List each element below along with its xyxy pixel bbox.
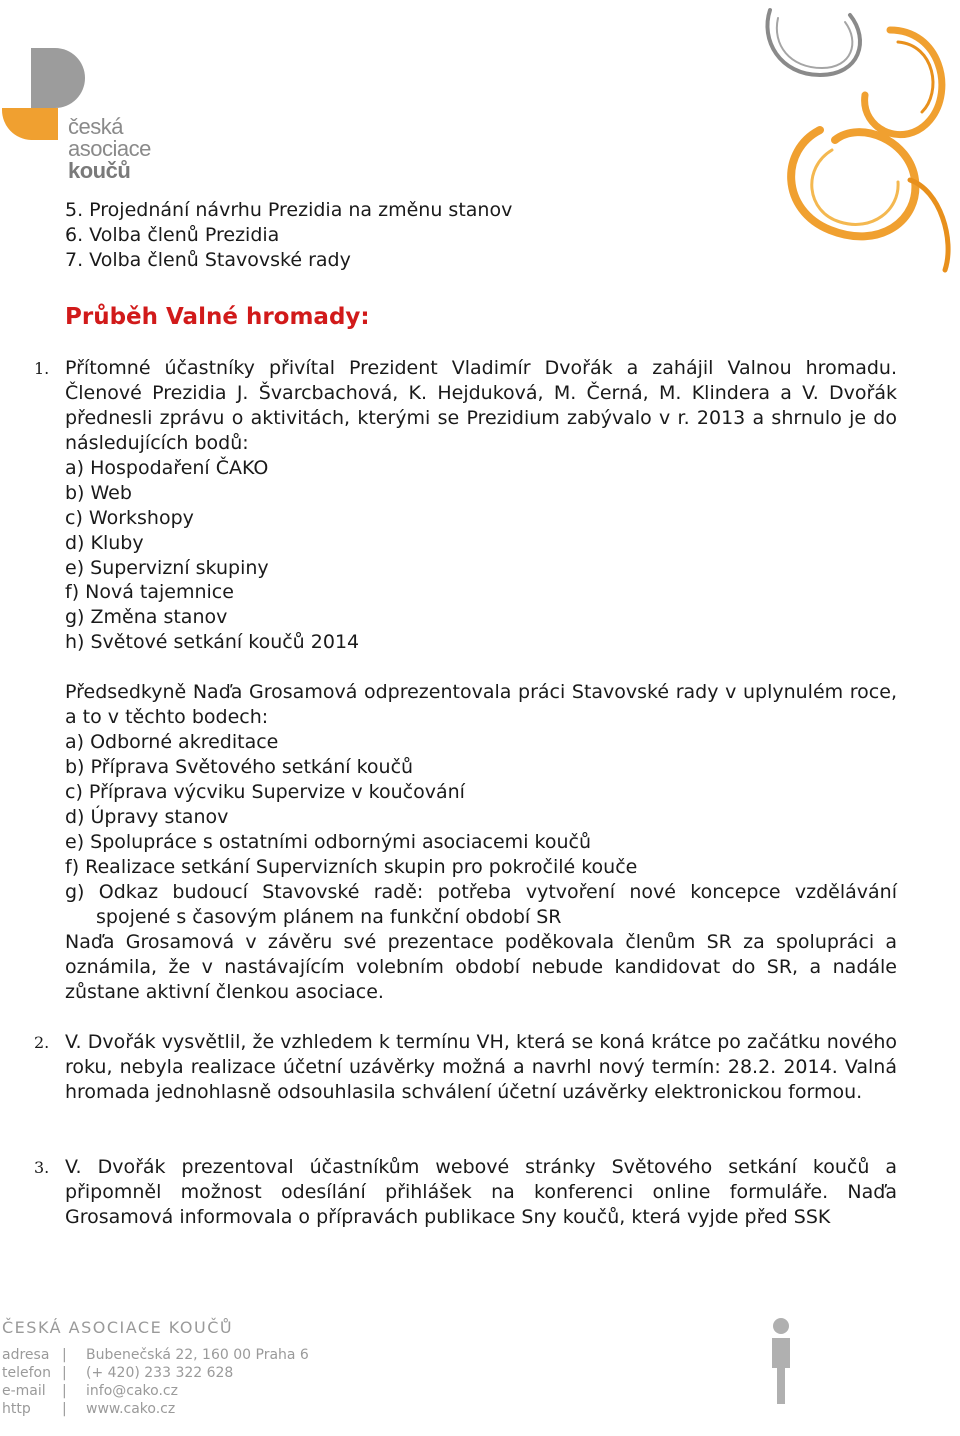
prezidium-point-d: d) Kluby	[65, 532, 144, 554]
agenda-item-6: 6. Volba členů Prezidia	[65, 224, 280, 246]
footer-key: e-mail	[2, 1383, 46, 1399]
prezidium-point-a: a) Hospodaření ČAKO	[65, 457, 269, 479]
footer-value: www.cako.cz	[86, 1401, 176, 1417]
sr-closing-text: Naďa Grosamová v závěru své prezentace poděkovala členům SR za spolupráci a oznámila, že v nastávajícím volebním období nebude kandidovat do SR, a nadále zůstane aktivní členkou asociace.	[65, 931, 897, 1003]
section-2-text: V. Dvořák vysvětlil, že vzhledem k termínu VH, která se koná krátce po začátku nového roku, nebyla realizace účetní uzávěrky možná a navrhl nový termín: 28.2. 2014. Valná hromada jednohlasně odsouhlasila schválení účetní uzávěrky elektronickou formou.	[65, 1031, 897, 1103]
sr-point-b: b) Příprava Světového setkání koučů	[65, 756, 414, 778]
sr-point-a: a) Odborné akreditace	[65, 731, 279, 753]
prezidium-point-b: b) Web	[65, 482, 132, 504]
logo-line-3: koučů	[68, 158, 131, 183]
sr-intro	[65, 680, 897, 730]
section-2-body	[65, 1030, 897, 1105]
footer-value: info@cako.cz	[86, 1383, 178, 1399]
logo-line-2: asociace	[68, 136, 151, 161]
section-3-text: V. Dvořák prezentoval účastníkům webové stránky Světového setkání koučů a připomněl možnost odesílání přihlášek na konferenci online formuláře. Naďa Grosamová informovala o přípravách publikace Sny koučů, která vyjde před SSK	[65, 1156, 897, 1228]
footer-row-web	[2, 1401, 175, 1417]
sr-point-g	[65, 880, 897, 930]
footer-key: adresa	[2, 1347, 50, 1363]
prezidium-point-c: c) Workshopy	[65, 507, 194, 529]
sr-point-g-line-2: spojené s časovým plánem na funkční období SR	[96, 906, 562, 928]
logo-wordmark	[68, 116, 151, 182]
footer-value: (+ 420) 233 322 628	[86, 1365, 234, 1381]
page-heading: Průběh Valné hromady:	[65, 304, 370, 330]
section-1-intro	[65, 356, 897, 456]
footer-separator: |	[62, 1401, 67, 1417]
prezidium-point-h: h) Světové setkání koučů 2014	[65, 631, 360, 653]
section-1-number: 1.	[34, 359, 50, 378]
sr-point-f: f) Realizace setkání Supervizních skupin pro pokročilé kouče	[65, 856, 638, 878]
agenda-item-7: 7. Volba členů Stavovské rady	[65, 249, 351, 271]
agenda-item-5: 5. Projednání návrhu Prezidia na změnu stanov	[65, 199, 513, 221]
section-2-number: 2.	[34, 1033, 50, 1052]
sr-intro-text: Předsedkyně Naďa Grosamová odprezentovala práci Stavovské rady v uplynulém roce, a to v těchto bodech:	[65, 681, 897, 728]
footer-row-address	[2, 1347, 309, 1363]
section-3-number: 3.	[34, 1158, 50, 1177]
footer-key: http	[2, 1401, 31, 1417]
section-1-intro-text: Přítomné účastníky přivítal Prezident Vladimír Dvořák a zahájil Valnou hromadu. Členové Prezidia J. Švarcbachová, K. Hejduková, M. Černá, M. Klindera a V. Dvořák přednesli zprávu o aktivitách, kterými se Prezidium zabývalo v r. 2013 a shrnulo je do následujících bodů:	[65, 357, 897, 454]
footer-separator: |	[62, 1365, 67, 1381]
footer-key: telefon	[2, 1365, 51, 1381]
footer-separator: |	[62, 1383, 67, 1399]
sr-closing	[65, 930, 897, 1005]
sr-point-e: e) Spolupráce s ostatními odbornými asociacemi koučů	[65, 831, 591, 853]
sr-point-d: d) Úpravy stanov	[65, 806, 229, 828]
person-figure-icon	[766, 1316, 796, 1406]
footer-value: Bubenečská 22, 160 00 Praha 6	[86, 1347, 309, 1363]
logo-line-1: česká	[68, 114, 123, 139]
footer-row-phone	[2, 1365, 233, 1381]
footer-org-name: ČESKÁ ASOCIACE KOUČŮ	[2, 1318, 234, 1337]
prezidium-point-e: e) Supervizní skupiny	[65, 557, 269, 579]
section-3-body	[65, 1155, 897, 1230]
sr-point-g-line-1: g) Odkaz budoucí Stavovské radě: potřeba vytvoření nové koncepce vzdělávání	[65, 881, 897, 903]
footer-separator: |	[62, 1347, 67, 1363]
prezidium-point-g: g) Změna stanov	[65, 606, 228, 628]
footer-row-email	[2, 1383, 178, 1399]
prezidium-point-f: f) Nová tajemnice	[65, 581, 234, 603]
page-footer	[0, 1316, 960, 1436]
sr-point-c: c) Příprava výcviku Supervize v koučování	[65, 781, 465, 803]
decorative-circles-icon	[740, 0, 960, 290]
